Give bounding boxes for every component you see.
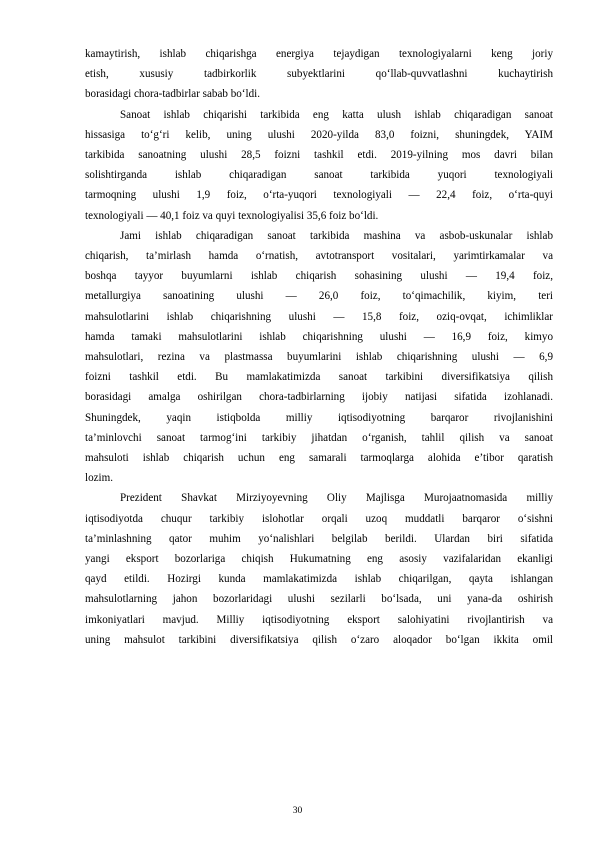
- text-line: ta’minlovchi sanoat tarmog‘ini tarkibiy jihatdan o‘rganish, tahlil qilish va sanoat: [85, 431, 553, 444]
- text-line: qayd etildi. Hozirgi kunda mamlakatimizda ishlab chiqarilgan, qayta ishlangan: [85, 573, 553, 586]
- text-line: hissasiga to‘g‘ri kelib, uning ulushi 2020-yilda 83,0 foizni, shuningdek, YAIM: [85, 128, 553, 141]
- text-line: texnologiyali — 40,1 foiz va quyi texnologiyalisi 35,6 foiz bo‘ldi.: [85, 209, 379, 222]
- text-line: mahsuloti ishlab chiqarish uchun eng samarali tarmoqlarga alohida e’tibor qaratish: [85, 452, 553, 465]
- text-line: yangi eksport bozorlariga chiqish Hukumatning eng asosiy vazifalaridan ekanligi: [85, 553, 553, 566]
- text-line: borasidagi amalga oshirilgan chora-tadbirlarning ijobiy natijasi sifatida izohlanadi.: [85, 391, 553, 404]
- paragraph-2: [85, 105, 553, 226]
- text-line: Jami ishlab chiqaradigan sanoat tarkibida mashina va asbob-uskunalar ishlab: [120, 229, 553, 242]
- text-line: lozim.: [85, 472, 114, 485]
- document-body: [85, 44, 553, 650]
- text-line: tarmoqning ulushi 1,9 foiz, o‘rta-yuqori texnologiyali — 22,4 foiz, o‘rta-quyi: [85, 189, 553, 202]
- text-line: uning mahsulot tarkibini diversifikatsiya qilish o‘zaro aloqador bo‘lgan ikkita omil: [85, 633, 553, 646]
- paragraph-4: [85, 488, 553, 650]
- text-line: hamda tamaki mahsulotlarini ishlab chiqarishning ulushi — 16,9 foiz, kimyo: [85, 330, 553, 343]
- paragraph-3: [85, 226, 553, 489]
- text-line: etish, xususiy tadbirkorlik subyektlarini qo‘llab-quvvatlashni kuchaytirish: [85, 68, 553, 81]
- page-number: 30: [292, 806, 303, 816]
- text-line: Sanoat ishlab chiqarishi tarkibida eng katta ulush ishlab chiqaradigan sanoat: [120, 108, 553, 121]
- text-line: Shuningdek, yaqin istiqbolda milliy iqtisodiyotning barqaror rivojlanishini: [85, 411, 553, 424]
- text-line: mahsulotlari, rezina va plastmassa buyumlarini ishlab chiqarishning ulushi — 6,9: [85, 351, 553, 364]
- text-line: chiqarish, ta’mirlash hamda o‘rnatish, avtotransport vositalari, yarimtirkamalar va: [85, 250, 553, 263]
- text-line: mahsulotlarini ishlab chiqarishning ulushi — 15,8 foiz, oziq-ovqat, ichimliklar: [85, 310, 553, 323]
- text-line: mahsulotlarning jahon bozorlaridagi ulushi sezilarli bo‘lsada, uni yana-da oshirish: [85, 593, 553, 606]
- text-line: ta’minlashning qator muhim yo‘nalishlari belgilab berildi. Ulardan biri sifatida: [85, 532, 553, 545]
- paragraph-1: [85, 44, 553, 105]
- text-line: metallurgiya sanoatining ulushi — 26,0 foiz, to‘qimachilik, kiyim, teri: [85, 290, 553, 303]
- text-line: borasidagi chora-tadbirlar sabab bo‘ldi.: [85, 88, 260, 101]
- text-line: kamaytirish, ishlab chiqarishga energiya tejaydigan texnologiyalarni keng joriy: [85, 48, 553, 60]
- text-line: boshqa tayyor buyumlarni ishlab chiqarish sohasining ulushi — 19,4 foiz,: [85, 270, 553, 283]
- text-line: iqtisodiyotda chuqur tarkibiy islohotlar orqali uzoq muddatli barqaror o‘sishni: [85, 512, 553, 525]
- text-line: Prezident Shavkat Mirziyoyevning Oliy Majlisga Murojaatnomasida milliy: [120, 492, 553, 505]
- text-line: tarkibida sanoatning ulushi 28,5 foizni tashkil etdi. 2019-yilning mos davri bilan: [85, 149, 553, 162]
- text-line: solishtirganda ishlab chiqaradigan sanoat tarkibida yuqori texnologiyali: [85, 169, 553, 182]
- text-line: imkoniyatlari mavjud. Milliy iqtisodiyotning eksport salohiyatini rivojlantirish va: [85, 613, 553, 626]
- text-line: foizni tashkil etdi. Bu mamlakatimizda sanoat tarkibini diversifikatsiya qilish: [85, 371, 553, 384]
